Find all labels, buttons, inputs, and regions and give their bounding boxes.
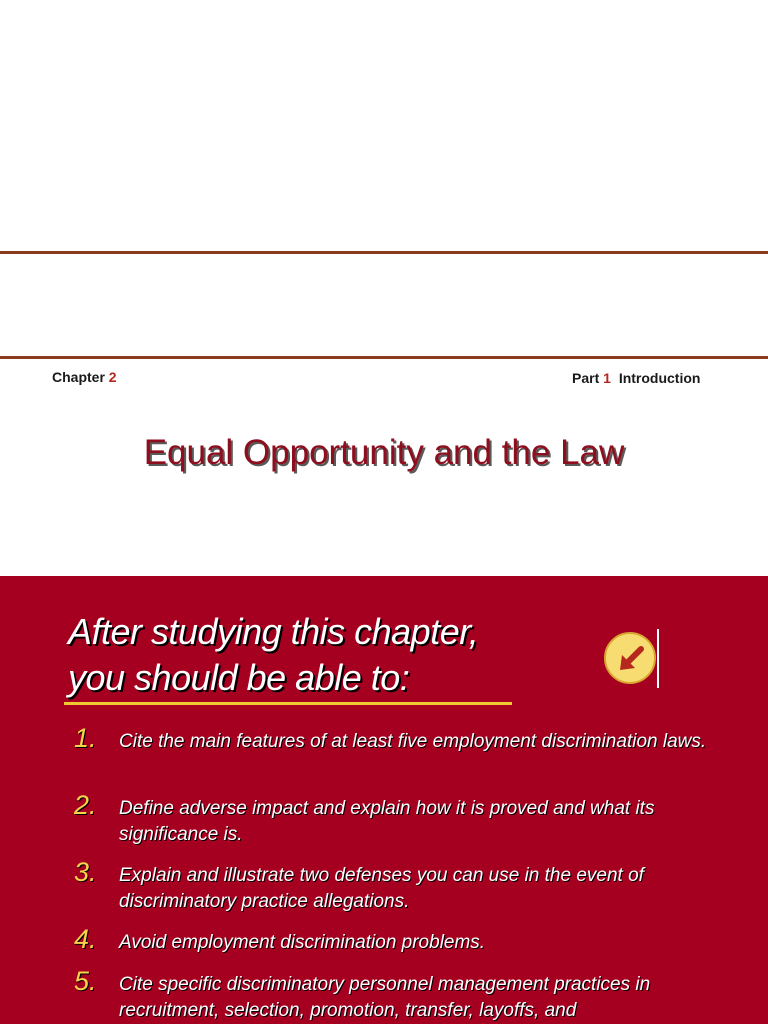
text-cursor (657, 629, 659, 688)
part-label (572, 370, 700, 386)
objective-text: Cite the main features of at least five employment discrimination laws. (119, 731, 707, 752)
arrow-down-left-circle-icon (614, 642, 648, 676)
objectives-slide (0, 576, 768, 1024)
objective-number: 5. (74, 966, 97, 996)
chapter-number: 2 (108, 369, 117, 385)
objective-text: Avoid employment discrimination problems. (119, 932, 486, 953)
chapter-text: Chapter (52, 369, 105, 385)
objective-text: Cite specific discriminatory personnel management practices in recruitment, selection, promotion, transfer, layoffs, and (119, 974, 651, 1021)
part-title: Introduction (618, 370, 701, 386)
heading-underline (64, 702, 512, 705)
heading-line-2: you should be able to: (68, 657, 410, 698)
objective-number: 2. (74, 790, 97, 820)
chapter-label (52, 369, 117, 385)
objective-number: 1. (74, 723, 97, 753)
heading-line-1: After studying this chapter, (68, 611, 479, 652)
header-divider (0, 356, 768, 359)
objective-text: Define adverse impact and explain how it is proved and what its significance is. (119, 798, 655, 845)
top-divider (0, 251, 768, 254)
objective-number: 4. (74, 924, 97, 954)
objective-number: 3. (74, 857, 97, 887)
slide-title: Equal Opportunity and the Law (143, 433, 625, 472)
part-text: Part (572, 370, 600, 386)
back-button[interactable] (604, 632, 656, 684)
part-number: 1 (603, 370, 611, 386)
objective-text: Explain and illustrate two defenses you can use in the event of discriminatory practice allegations. (119, 865, 644, 912)
objectives-heading (68, 609, 478, 701)
